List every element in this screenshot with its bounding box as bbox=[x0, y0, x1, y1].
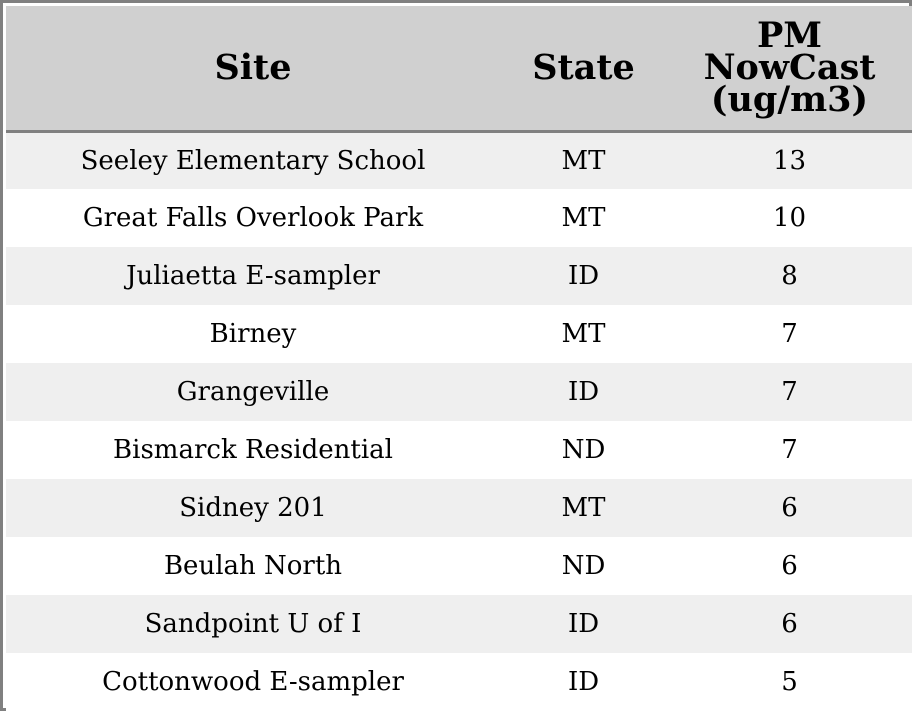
cell-pm-nowcast: 6 bbox=[781, 493, 798, 523]
cell-site: Beulah North bbox=[163, 551, 343, 581]
table-row bbox=[6, 479, 912, 537]
cell-pm-nowcast: 6 bbox=[781, 551, 798, 581]
header-row bbox=[6, 6, 912, 131]
cell-state: MT bbox=[561, 319, 606, 349]
cell-site: Sandpoint U of I bbox=[144, 609, 362, 639]
column-header-state bbox=[500, 6, 667, 131]
table-row bbox=[6, 131, 912, 189]
cell-site: Sidney 201 bbox=[179, 493, 327, 523]
table-row bbox=[6, 421, 912, 479]
table-row bbox=[6, 247, 912, 305]
cell-state: ID bbox=[567, 609, 600, 639]
cell-site: Cottonwood E-sampler bbox=[102, 667, 404, 697]
cell-pm-nowcast: 7 bbox=[781, 377, 798, 407]
table-row bbox=[6, 653, 912, 711]
column-header-pm-nowcast bbox=[667, 6, 912, 131]
cell-state: ID bbox=[567, 667, 600, 697]
column-header-state-text: State bbox=[532, 46, 635, 88]
cell-state: MT bbox=[561, 493, 606, 523]
column-header-site bbox=[6, 6, 500, 131]
table-header bbox=[6, 6, 912, 131]
table-row bbox=[6, 363, 912, 421]
cell-state: ND bbox=[561, 551, 606, 581]
table-row bbox=[6, 305, 912, 363]
cell-state: ID bbox=[567, 261, 600, 291]
cell-pm-nowcast: 10 bbox=[772, 203, 807, 233]
cell-site: Birney bbox=[209, 319, 297, 349]
cell-pm-nowcast: 6 bbox=[781, 609, 798, 639]
pm-nowcast-table bbox=[6, 6, 912, 711]
cell-pm-nowcast: 7 bbox=[781, 319, 798, 349]
table-row bbox=[6, 189, 912, 247]
column-header-pm-line-2: NowCast bbox=[703, 46, 876, 88]
cell-pm-nowcast: 5 bbox=[781, 667, 798, 697]
cell-state: ND bbox=[561, 435, 606, 465]
column-header-pm-line-3: (ug/m3) bbox=[710, 78, 869, 120]
cell-site: Bismarck Residential bbox=[113, 435, 393, 465]
table-body bbox=[6, 131, 912, 711]
column-header-pm-line-1: PM bbox=[756, 14, 823, 56]
column-header-site-text: Site bbox=[214, 46, 292, 88]
cell-site: Grangeville bbox=[176, 377, 330, 407]
table-row bbox=[6, 595, 912, 653]
cell-site: Great Falls Overlook Park bbox=[82, 203, 424, 233]
cell-pm-nowcast: 13 bbox=[772, 145, 807, 176]
cell-state: MT bbox=[561, 145, 606, 176]
cell-pm-nowcast: 7 bbox=[781, 435, 798, 465]
cell-pm-nowcast: 8 bbox=[781, 261, 798, 291]
cell-state: ID bbox=[567, 377, 600, 407]
table-row bbox=[6, 537, 912, 595]
cell-site: Juliaetta E-sampler bbox=[126, 261, 380, 291]
cell-state: MT bbox=[561, 203, 606, 233]
cell-site: Seeley Elementary School bbox=[80, 145, 426, 176]
